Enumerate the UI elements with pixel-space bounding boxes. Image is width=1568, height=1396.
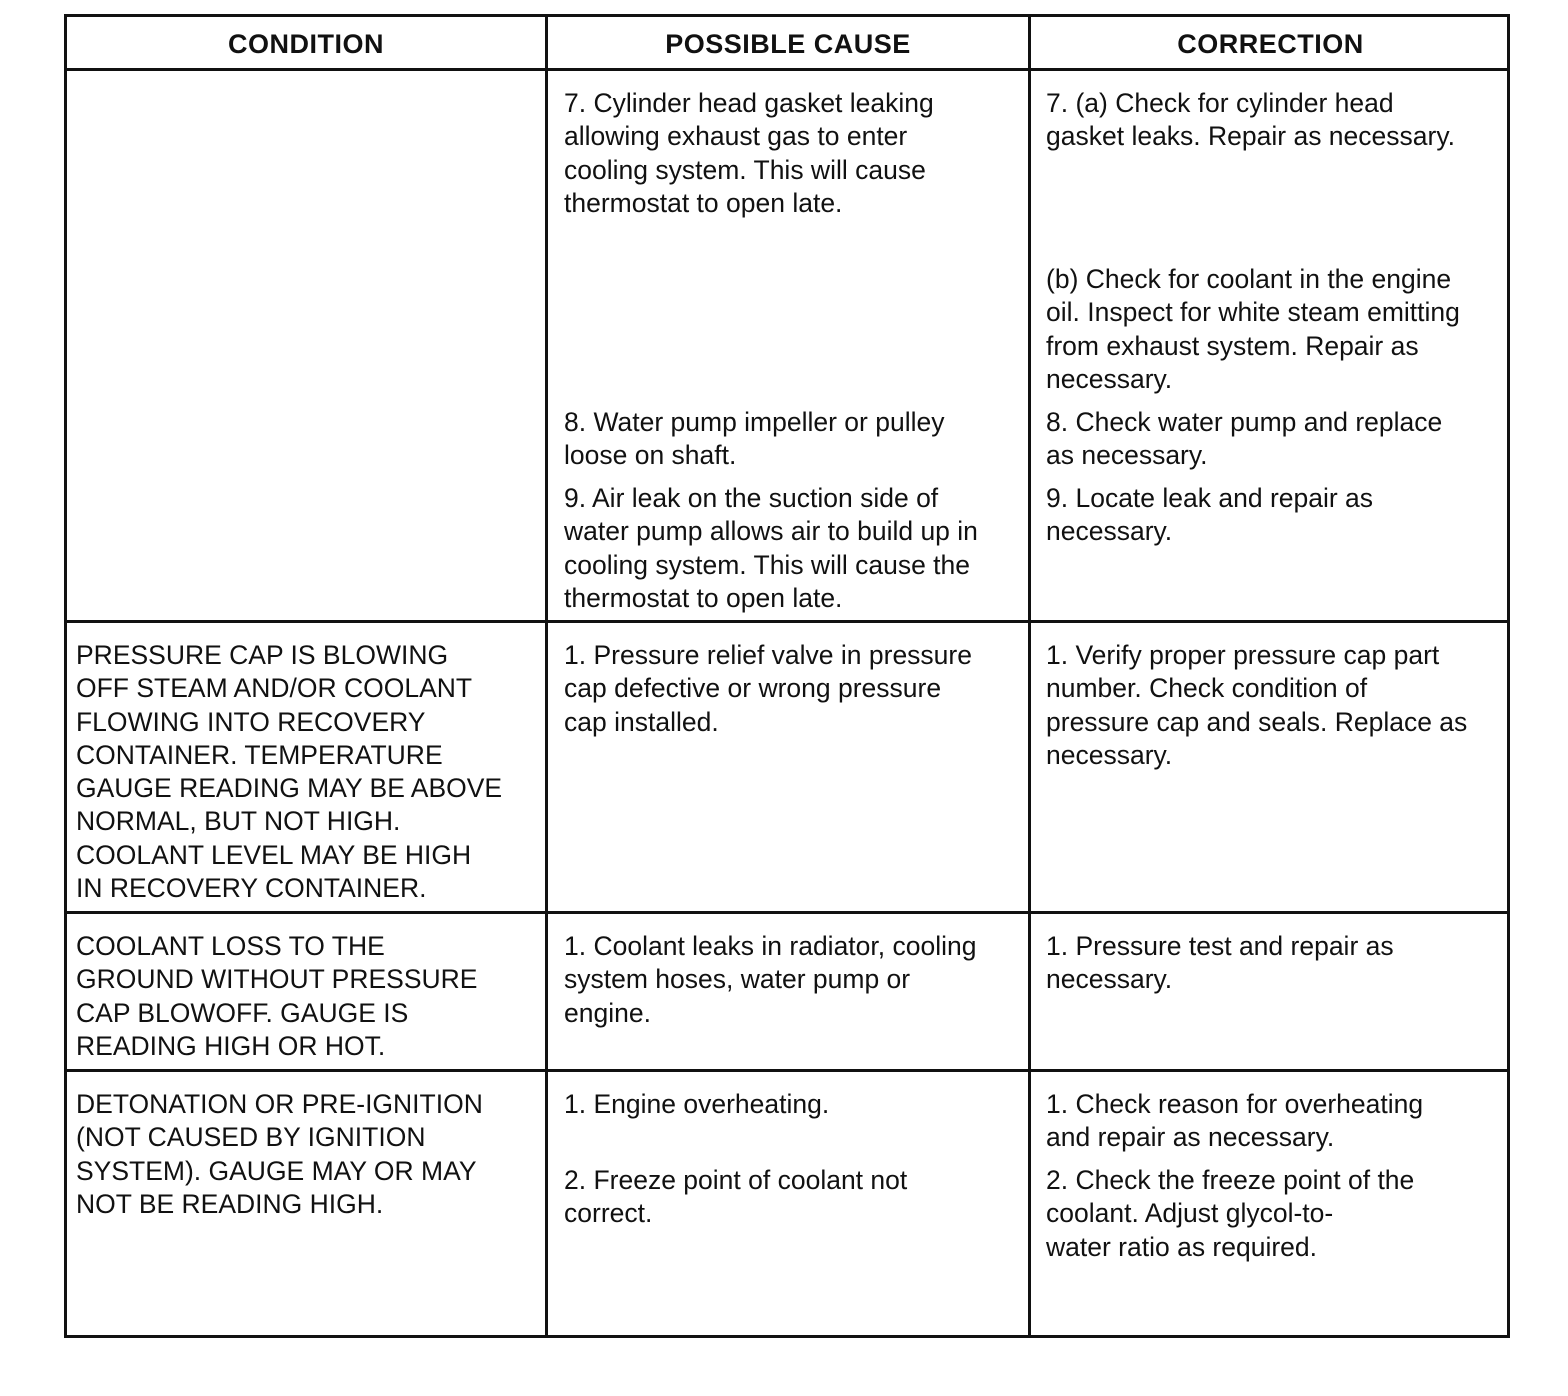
header-correction: CORRECTION (1177, 29, 1364, 59)
header-divider (67, 68, 1507, 71)
cause-text: 7. Cylinder head gasket leaking allowing exhaust gas to enter cooling system. This will cause thermostat to open late. (564, 88, 934, 218)
header-condition: CONDITION (228, 29, 384, 59)
correction-text: (b) Check for coolant in the engine oil. Inspect for white steam emitting from exhaust system. Repair as necessary. (1046, 264, 1460, 394)
correction-text: 1. Check reason for overheating and repair as necessary. (1046, 1089, 1424, 1153)
cause-text: 9. Air leak on the suction side of water pump allows air to build up in cooling system. This will cause the thermostat to open late. (564, 483, 978, 613)
header-possible-cause: POSSIBLE CAUSE (665, 29, 911, 59)
row-divider-1 (67, 620, 1507, 623)
row-divider-3 (67, 1069, 1507, 1072)
troubleshooting-table (64, 14, 1510, 1338)
cause-text: 1. Pressure relief valve in pressure cap defective or wrong pressure cap installed. (564, 640, 972, 737)
correction-text: 2. Check the freeze point of the coolant. Adjust glycol-to- water ratio as required. (1046, 1165, 1415, 1262)
condition-text: PRESSURE CAP IS BLOWING OFF STEAM AND/OR COOLANT FLOWING INTO RECOVERY CONTAINER. TEMPERATURE GAUGE READING MAY BE ABOVE NORMAL, BUT NOT HIGH. COOLANT LEVEL MAY BE HIGH IN RECOVERY CONTAINER. (76, 640, 503, 904)
cause-text: 1. Engine overheating. (564, 1089, 830, 1119)
correction-text: 7. (a) Check for cylinder head gasket leaks. Repair as necessary. (1046, 88, 1455, 152)
correction-text: 1. Verify proper pressure cap part number. Check condition of pressure cap and seals. Replace as necessary. (1046, 640, 1468, 770)
cause-text: 8. Water pump impeller or pulley loose on shaft. (564, 407, 945, 471)
cause-text: 2. Freeze point of coolant not correct. (564, 1165, 908, 1229)
column-divider-condition-cause (545, 17, 548, 1335)
condition-text: COOLANT LOSS TO THE GROUND WITHOUT PRESSURE CAP BLOWOFF. GAUGE IS READING HIGH OR HOT. (76, 931, 478, 1061)
column-divider-cause-correction (1028, 17, 1031, 1335)
row-divider-2 (67, 911, 1507, 914)
correction-text: 1. Pressure test and repair as necessary. (1046, 931, 1394, 995)
condition-text: DETONATION OR PRE-IGNITION (NOT CAUSED BY IGNITION SYSTEM). GAUGE MAY OR MAY NOT BE READING HIGH. (76, 1089, 483, 1219)
correction-text: 9. Locate leak and repair as necessary. (1046, 483, 1374, 547)
cause-text: 1. Coolant leaks in radiator, cooling system hoses, water pump or engine. (564, 931, 977, 1028)
correction-text: 8. Check water pump and replace as necessary. (1046, 407, 1443, 471)
